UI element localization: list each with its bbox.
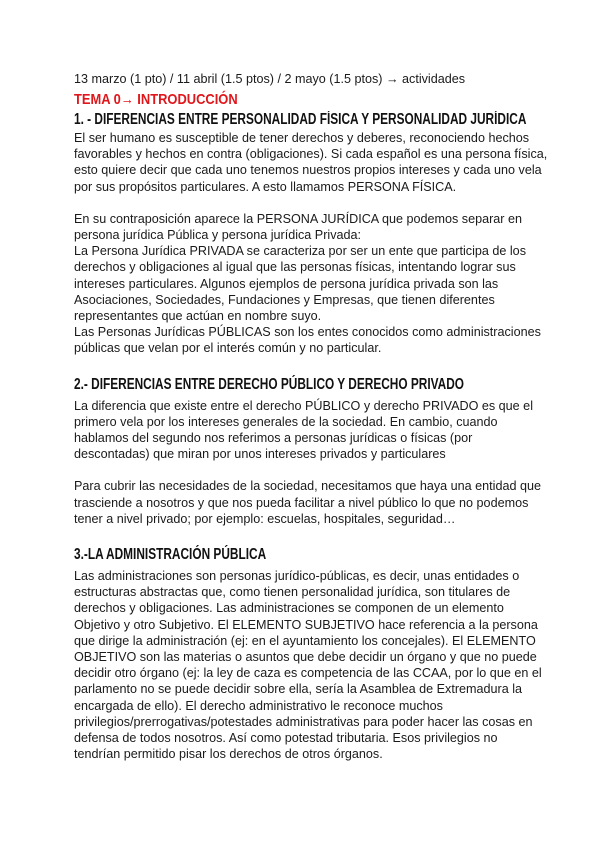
text-line: públicas que velan por el interés común y no particular. [74, 341, 382, 356]
text-line: El ser humano es susceptible de tener derechos y deberes, reconociendo hechos [74, 131, 530, 145]
text-line: esto quiere decir que cada uno tenemos nuestros propios intereses y cada uno vela [74, 163, 542, 178]
section-2-heading: 2.- DIFERENCIAS ENTRE DERECHO PÚBLICO Y DERECHO PRIVADO [74, 375, 465, 393]
text-line: La Persona Jurídica PRIVADA se caracteriza por ser un ente que participa de los [74, 244, 526, 259]
text-line: trasciende a nosotros y que nos pueda facilitar a nivel público lo que no podemos [74, 495, 529, 510]
text-line: que dirige la administración (ej: en el ayuntamiento los concejales). El ELEMENTO [74, 633, 536, 648]
text-line: encargada de ello). El derecho administrativo le reconoce muchos [74, 698, 443, 713]
text-line: parlamento no se puede decidir sobre ella, sería la Asamblea de Extremadura la [74, 682, 523, 697]
text-line: Asociaciones, Sociedades, Fundaciones y Empresas, que tienen diferentes [74, 292, 495, 307]
text-line: defensa de todos nosotros. Así como potestad tributaria. Esos privilegios no [74, 731, 498, 746]
dates-line: 13 marzo (1 pto) / 11 abril (1.5 ptos) / 2 mayo (1.5 ptos) → actividades [74, 72, 466, 86]
text-line: privilegios/prerrogativas/potestades administrativas para poder hacer las cosas en [74, 714, 533, 729]
text-line: derechos y obligaciones. Las administraciones se componen de un elemento [74, 601, 504, 616]
text-line: Las administraciones son personas jurídico-públicas, es decir, unas entidades o [74, 569, 520, 584]
text-line: hablamos del segundo nos referimos a personas jurídicas o físicas (por [74, 431, 473, 446]
text-line: Objetivo y otro Subjetivo. El ELEMENTO SUBJETIVO hace referencia a la persona [74, 617, 538, 632]
text-line: estructuras abstractas que, como tienen personalidad jurídica, son titulares de [74, 585, 511, 600]
text-line: tener a nivel privado; por ejemplo: escuelas, hospitales, seguridad… [74, 511, 456, 526]
section-2-paragraph-1 [74, 398, 540, 463]
text-line: descontadas) que miran por unos intereses privados y particulares [74, 447, 446, 462]
text-line: decidir otro órgano (ej: la ley de caza es competencia de las CCAA, por lo que en el [74, 666, 542, 681]
section-1-paragraph-1 [74, 130, 548, 195]
section-3-heading: 3.-LA ADMINISTRACIÓN PÚBLICA [74, 546, 267, 564]
text-line: intereses particulares. Algunos ejemplos de persona jurídica privada son las [74, 276, 499, 291]
text-line: OBJETIVO son las materias o asuntos que debe decidir un órgano y que no puede [74, 650, 537, 665]
text-line: Las Personas Jurídicas PÚBLICAS son los entes conocidos como administraciones [74, 325, 541, 340]
text-line: Para cubrir las necesidades de la sociedad, necesitamos que haya una entidad que [74, 479, 541, 494]
text-line: por sus propósitos particulares. A esto llamamos PERSONA FÍSICA. [74, 179, 457, 194]
tema-title: TEMA 0→ INTRODUCCIÓN [74, 91, 238, 108]
section-1-heading: 1. - DIFERENCIAS ENTRE PERSONALIDAD FÍSICA Y PERSONALIDAD JURÍDICA [74, 111, 527, 128]
section-1-paragraph-2 [74, 211, 540, 357]
text-line: primero vela por los intereses generales de la sociedad. En cambio, cuando [74, 414, 498, 429]
text-line: favorables y hechos en contra (obligaciones). Si cada español es una persona física, [74, 147, 548, 162]
section-2-paragraph-2 [74, 478, 540, 527]
text-line: La diferencia que existe entre el derecho PÚBLICO y derecho PRIVADO es que el [74, 398, 533, 413]
text-line: derechos y obligaciones al igual que las personas físicas, intentando lograr sus [74, 260, 516, 275]
text-line: persona jurídica Pública y persona jurídica Privada: [74, 228, 362, 243]
text-line: representantes que actúan en nombre suyo. [74, 309, 322, 324]
text-line: En su contraposición aparece la PERSONA JURÍDICA que podemos separar en [74, 211, 523, 226]
section-3-paragraph-1 [74, 568, 540, 762]
text-line: tendrían permitido pisar los derechos de otros órganos. [74, 747, 383, 762]
